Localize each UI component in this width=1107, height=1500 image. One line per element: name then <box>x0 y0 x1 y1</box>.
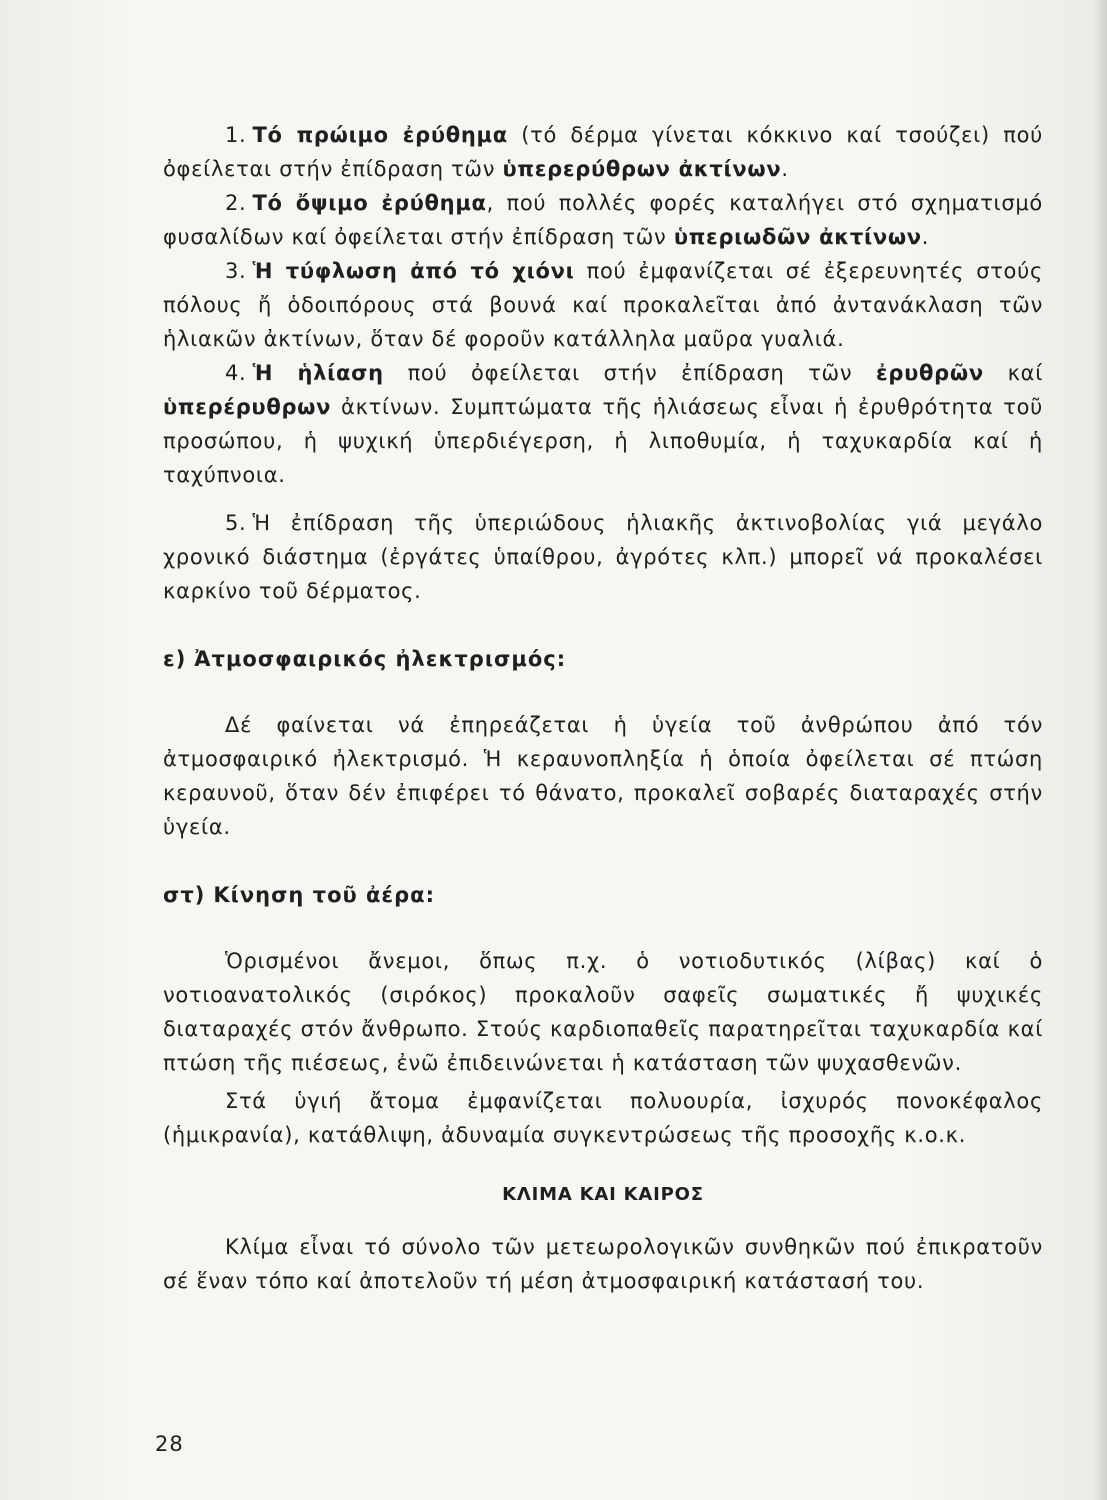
item-term: Τό πρώιμο ἐρύθημα <box>252 123 508 147</box>
list-item-2: 2. Τό ὄψιμο ἐρύθημα, πού πολλές φορές καταλήγει στό σχηματισμό φυσαλίδων καί ὀφείλεται στήν ἐπίδραση τῶν ὑπεριωδῶν ἀκτίνων. <box>163 191 1043 249</box>
item-number: 1. <box>225 123 247 147</box>
section-label: στ) <box>163 883 206 907</box>
section-label: ε) <box>163 647 187 671</box>
item-term-2: ἐρυθρῶν <box>876 361 984 385</box>
page-number: 28 <box>155 1432 184 1456</box>
item-number: 4. <box>225 361 247 385</box>
section-title: Κίνηση τοῦ ἀέρα: <box>213 883 435 907</box>
list-item-5 <box>163 506 1043 608</box>
item-text: (τό δέρμα γίνεται κόκκινο καί τσούζει) πού ὀφείλεται στήν ἐπίδραση τῶν <box>163 123 1043 181</box>
item-number: 3. <box>225 259 247 283</box>
item-number: 2. <box>225 191 247 215</box>
section-st-paragraph-1: Ὁρισμένοι ἄνεμοι, ὅπως π.χ. ὁ νοτιοδυτικός (λίβας) καί ὁ νοτιοανατολικός (σιρόκος) προκαλοῦν σαφεῖς σωματικές ἤ ψυχικές διαταραχές στόν ἄνθρωπο. Στούς καρδιοπαθεῖς παρατηρεῖται ταχυκαρδία καί πτώση τῆς πιέσεως, ἐνῶ ἐπιδεινώνεται ἡ κατάσταση τῶν ψυχασθενῶν. <box>163 949 1043 1075</box>
section-e-paragraph: Δέ φαίνεται νά ἐπηρεάζεται ἡ ὑγεία τοῦ ἀνθρώπου ἀπό τόν ἀτμοσφαιρικό ἠλεκτρισμό. Ἡ κεραυνοπληξία ἡ ὁποία ὀφείλεται σέ πτώση κεραυνοῦ, ὅταν δέν ἐπιφέρει τό θάνατο, προκαλεῖ σοβαρές διαταραχές στήν ὑγεία. <box>163 713 1043 839</box>
item-term-2: ὑπεριωδῶν ἀκτίνων <box>673 225 922 249</box>
section-title: Ἀτμοσφαιρικός ἠλεκτρισμός: <box>194 647 567 671</box>
item-term: Ἡ τύφλωση ἀπό τό χιόνι <box>252 259 575 283</box>
list-item-4: 4. Ἡ ἡλίαση πού ὀφείλεται στήν ἐπίδραση τῶν ἐρυθρῶν καί ὑπερέρυθρων ἀκτίνων. Συμπτώματα τῆς ἡλιάσεως εἶναι ἡ ἐρυθρότητα τοῦ προσώπου, ἡ ψυχική ὑπερδιέγερση, ἡ λιποθυμία, ἡ ταχυκαρδία καί ἡ ταχύπνοια. <box>163 361 1044 487</box>
climate-section-title: ΚΛΙΜΑ ΚΑΙ ΚΑΙΡΟΣ <box>502 1184 704 1205</box>
item-number: 5. <box>225 511 247 535</box>
section-st-paragraph-2: Στά ὑγιή ἄτομα ἐμφανίζεται πολυουρία, ἰσχυρός πονοκέφαλος (ἡμικρανία), κατάθλιψη, ἀδυναμία συγκεντρώσεως τῆς προσοχῆς κ.ο.κ. <box>163 1089 1043 1147</box>
item-text: , πού πολλές φορές καταλήγει στό σχηματισμό φυσαλίδων καί ὀφείλεται στήν ἐπίδραση τῶν <box>163 191 1043 249</box>
item-text: πού ἐμφανίζεται σέ ἐξερευνητές στούς πόλους ἤ ὁδοιπόρους στά βουνά καί προκαλεῖται ἀπό ἀντανάκλαση τῶν ἡλιακῶν ἀκτίνων, ὅταν δέ φοροῦν κατάλληλα μαῦρα γυαλιά. <box>163 259 1043 351</box>
page-body <box>163 118 1043 1302</box>
section-heading-st <box>163 878 1043 912</box>
item-term: Τό ὄψιμο ἐρύθημα <box>252 191 487 215</box>
page-edge-shadow <box>1093 0 1107 1500</box>
section-heading-e <box>163 642 1043 676</box>
list-item-3 <box>163 254 1043 356</box>
item-term: Ἡ ἡλίαση <box>252 361 384 385</box>
item-term-3: ὑπερέρυθρων <box>163 395 332 419</box>
item-term-2: ὑπερερύθρων ἀκτίνων <box>502 157 782 181</box>
list-item-1: 1. Τό πρώιμο ἐρύθημα (τό δέρμα γίνεται κόκκινο καί τσούζει) πού ὀφείλεται στήν ἐπίδραση τῶν ὑπερερύθρων ἀκτίνων. <box>163 123 1043 181</box>
item-text: πού ὀφείλεται στήν ἐπίδραση τῶν <box>383 361 877 385</box>
item-text: Ἡ ἐπίδραση τῆς ὑπεριώδους ἡλιακῆς ἀκτινοβολίας γιά μεγάλο χρονικό διάστημα (ἐργάτες ὑπαίθρου, ἀγρότες κλπ.) μπορεῖ νά προκαλέσει καρκίνο τοῦ δέρματος. <box>163 511 1043 603</box>
climate-paragraph: Κλίμα εἶναι τό σύνολο τῶν μετεωρολογικῶν συνθηκῶν πού ἐπικρατοῦν σέ ἕναν τόπο καί ἀποτελοῦν τή μέση ἀτμοσφαιρική κατάστασή του. <box>163 1235 1043 1293</box>
